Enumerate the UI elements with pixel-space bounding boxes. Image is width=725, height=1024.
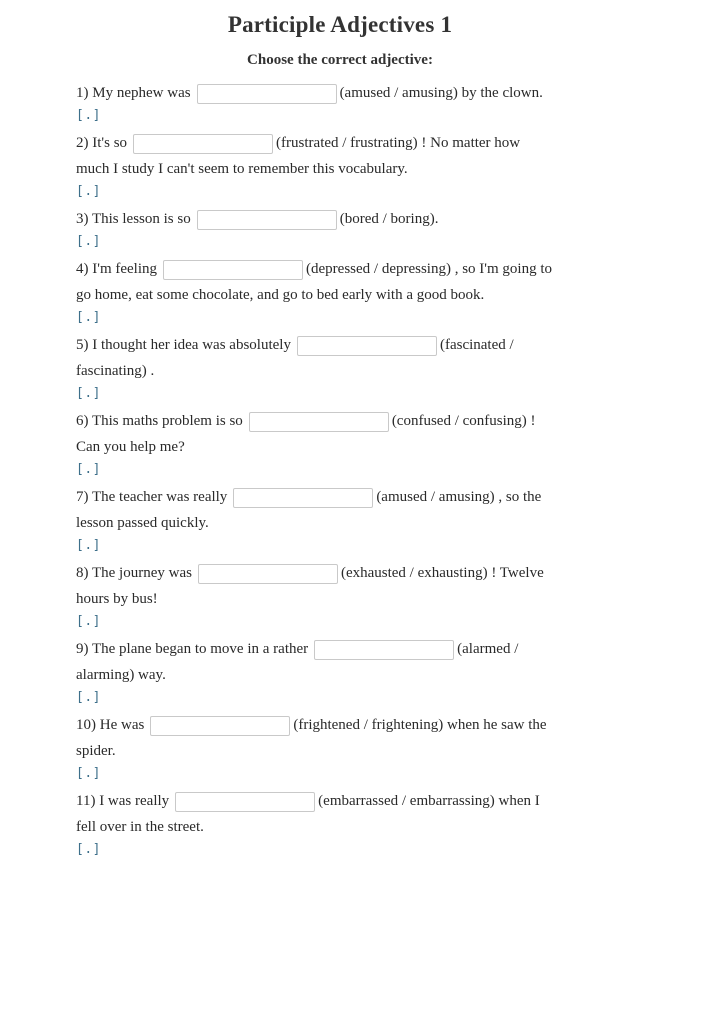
question-options: (embarrassed / embarrassing) when I fell over in the street. xyxy=(76,793,540,835)
question-item xyxy=(76,130,556,202)
question-text xyxy=(76,408,556,460)
question-item xyxy=(76,636,556,708)
check-marker[interactable]: [.] xyxy=(76,538,101,553)
check-marker[interactable]: [.] xyxy=(76,614,101,629)
answer-input[interactable] xyxy=(249,412,389,432)
question-text xyxy=(76,206,556,232)
question-options: (alarmed / alarming) way. xyxy=(76,641,519,683)
question-text xyxy=(76,788,556,840)
question-text xyxy=(76,80,556,106)
answer-input[interactable] xyxy=(150,716,290,736)
check-marker[interactable]: [.] xyxy=(76,386,101,401)
question-text xyxy=(76,560,556,612)
answer-input[interactable] xyxy=(233,488,373,508)
question-text xyxy=(76,130,556,182)
check-marker[interactable]: [.] xyxy=(76,690,101,705)
check-marker[interactable]: [.] xyxy=(76,234,101,249)
check-marker[interactable]: [.] xyxy=(76,766,101,781)
question-text xyxy=(76,256,556,308)
question-item xyxy=(76,256,556,328)
question-item xyxy=(76,206,556,252)
question-options: (bored / boring). xyxy=(339,211,439,227)
answer-input[interactable] xyxy=(198,564,338,584)
page-title: Participle Adjectives 1 xyxy=(227,12,453,37)
answer-input[interactable] xyxy=(297,336,437,356)
answer-input[interactable] xyxy=(133,134,273,154)
question-prompt: 6) This maths problem is so xyxy=(76,413,243,429)
check-marker[interactable]: [.] xyxy=(76,108,101,123)
question-options: (confused / confusing) ! Can you help me? xyxy=(76,413,536,455)
question-text xyxy=(76,332,556,384)
answer-input[interactable] xyxy=(314,640,454,660)
question-options: (amused / amusing) by the clown. xyxy=(339,85,543,101)
answer-input[interactable] xyxy=(197,210,337,230)
question-prompt: 9) The plane began to move in a rather xyxy=(76,641,309,657)
check-marker[interactable]: [.] xyxy=(76,462,101,477)
question-options: (fascinated / fascinating) . xyxy=(76,337,514,379)
question-item xyxy=(76,484,556,556)
question-prompt: 11) I was really xyxy=(76,793,170,809)
question-text xyxy=(76,484,556,536)
question-prompt: 5) I thought her idea was absolutely xyxy=(76,337,291,353)
question-list xyxy=(76,80,556,864)
question-item xyxy=(76,408,556,480)
question-item xyxy=(76,788,556,860)
question-item xyxy=(76,712,556,784)
question-options: (depressed / depressing) , so I'm going to go home, eat some chocolate, and go to bed early with a good book. xyxy=(76,261,553,303)
question-item xyxy=(76,560,556,632)
question-prompt: 8) The journey was xyxy=(76,565,192,581)
question-options: (frightened / frightening) when he saw the spider. xyxy=(76,717,547,759)
question-prompt: 3) This lesson is so xyxy=(76,211,191,227)
question-prompt: 2) It's so xyxy=(76,135,128,151)
question-prompt: 1) My nephew was xyxy=(76,85,191,101)
answer-input[interactable] xyxy=(197,84,337,104)
question-options: (frustrated / frustrating) ! No matter how much I study I can't seem to remember this vocabulary. xyxy=(76,135,521,177)
check-marker[interactable]: [.] xyxy=(76,184,101,199)
question-options: (amused / amusing) , so the lesson passed quickly. xyxy=(76,489,542,531)
question-item xyxy=(76,332,556,404)
answer-input[interactable] xyxy=(175,792,315,812)
question-text xyxy=(76,712,556,764)
instructions: Choose the correct adjective: xyxy=(247,52,433,68)
question-item xyxy=(76,80,556,126)
question-prompt: 4) I'm feeling xyxy=(76,261,158,277)
check-marker[interactable]: [.] xyxy=(76,842,101,857)
answer-input[interactable] xyxy=(163,260,303,280)
question-prompt: 10) He was xyxy=(76,717,145,733)
question-text xyxy=(76,636,556,688)
question-options: (exhausted / exhausting) ! Twelve hours by bus! xyxy=(76,565,544,607)
question-prompt: 7) The teacher was really xyxy=(76,489,228,505)
check-marker[interactable]: [.] xyxy=(76,310,101,325)
